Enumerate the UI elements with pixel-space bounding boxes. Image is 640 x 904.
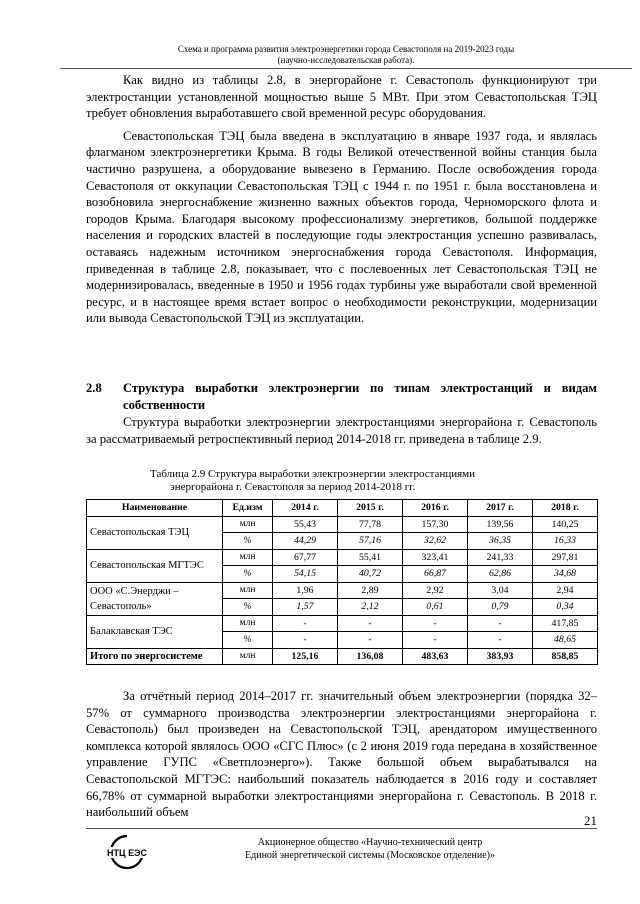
unit-cell: млн — [223, 582, 273, 599]
unit-cell: млн — [223, 549, 273, 566]
value-cell: 55,43 — [273, 516, 338, 533]
table-caption-line-2: энергорайона г. Севастополя за период 2014-2018 гг. — [170, 481, 416, 493]
page-number: 21 — [584, 813, 597, 828]
company-logo — [100, 833, 154, 873]
percent-cell: - — [338, 632, 403, 649]
unit-cell: млн — [223, 516, 273, 533]
paragraph-1: Как видно из таблицы 2.8, в энергорайоне г. Севастополь функционируют три электростанции установленной мощностью выше 5 МВт. При этом Севастопольская ТЭЦ требует обновления выработавшего свой временной ресурс оборудования. — [86, 73, 597, 121]
unit-cell: млн — [223, 648, 273, 665]
header-cell: 2017 г. — [468, 500, 533, 517]
header-line-1: Схема и программа развития электроэнергетики города Севастополя на 2019-2023 годы — [177, 44, 515, 54]
header-cell: Ед.изм — [223, 500, 273, 517]
logo-icon — [100, 833, 154, 873]
section-title: Структура выработки электроэнергии по типам электростанций и видам собственности — [123, 381, 597, 412]
percent-cell: 0,61 — [403, 599, 468, 616]
total-value-cell: 125,16 — [273, 648, 338, 665]
header-cell: 2014 г. — [273, 500, 338, 517]
value-cell: 241,33 — [468, 549, 533, 566]
total-value-cell: 483,63 — [403, 648, 468, 665]
percent-cell: 36,35 — [468, 533, 533, 550]
value-cell: - — [468, 615, 533, 632]
percent-cell: 2,12 — [338, 599, 403, 616]
value-cell: 55,41 — [338, 549, 403, 566]
unit-cell: % — [223, 632, 273, 649]
after-table-block — [86, 688, 597, 821]
section-number: 2.8 — [86, 381, 102, 395]
station-name: ООО «С.Энерджи – Севастополь» — [87, 582, 223, 615]
percent-cell: 16,33 — [533, 533, 598, 550]
table-row — [87, 549, 598, 566]
value-cell: 297,81 — [533, 549, 598, 566]
footer-line-2: Единой энергетической системы (Московское отделение)» — [245, 850, 495, 861]
station-name: Балаклавская ТЭС — [87, 615, 223, 648]
percent-cell: 0,34 — [533, 599, 598, 616]
value-cell: 67,77 — [273, 549, 338, 566]
total-value-cell: 858,85 — [533, 648, 598, 665]
intro-paragraph: Структура выработки электроэнергии электростанциями энергорайона г. Севастополь за рассматриваемый ретроспективный период 2014-2018 гг. приведена в таблице 2.9. — [86, 415, 597, 446]
header-rule — [60, 68, 632, 69]
percent-cell: - — [403, 632, 468, 649]
table-row — [87, 615, 598, 632]
value-cell: 139,56 — [468, 516, 533, 533]
percent-cell: - — [273, 632, 338, 649]
unit-cell: % — [223, 599, 273, 616]
value-cell: 2,94 — [533, 582, 598, 599]
unit-cell: % — [223, 566, 273, 583]
total-value-cell: 136,08 — [338, 648, 403, 665]
running-header — [60, 44, 632, 66]
percent-cell: - — [468, 632, 533, 649]
percent-cell: 62,86 — [468, 566, 533, 583]
percent-cell: 1,57 — [273, 599, 338, 616]
percent-cell: 40,72 — [338, 566, 403, 583]
unit-cell: % — [223, 533, 273, 550]
value-cell: 2,92 — [403, 582, 468, 599]
value-cell: 2,89 — [338, 582, 403, 599]
percent-cell: 32,62 — [403, 533, 468, 550]
paragraph-after-table: За отчётный период 2014–2017 гг. значительный объем электроэнергии (порядка 32–57% от суммарного производства электроэнергии электростанциями энергорайона г. Севастополь) был произведен на Севастопольской ТЭЦ, арендатором имущественного комплекса которой являлось ООО «СГС Плюс» (с 2 июня 2019 года передана в хозяйственное управление ГУПС «Светплоэнерго»). Также большой объем вырабатывался на Севастопольской МГТЭС: наибольший показатель наблюдается в 2016 году и составляет 66,78% от суммарной выработки электростанциями энергорайона г. Севастополь. В 2018 г. наибольший объем — [86, 689, 597, 820]
percent-cell: 0,79 — [468, 599, 533, 616]
footer — [160, 836, 580, 862]
percent-cell: 44,29 — [273, 533, 338, 550]
table-caption — [150, 468, 597, 494]
header-cell: 2016 г. — [403, 500, 468, 517]
percent-cell: 54,15 — [273, 566, 338, 583]
section-heading — [86, 380, 597, 413]
header-cell: Наименование — [87, 500, 223, 517]
value-cell: - — [273, 615, 338, 632]
value-cell: 417,85 — [533, 615, 598, 632]
value-cell: 140,25 — [533, 516, 598, 533]
value-cell: 157,30 — [403, 516, 468, 533]
station-name: Севастопольская ТЭЦ — [87, 516, 223, 549]
table-header-row — [87, 500, 598, 517]
value-cell: - — [338, 615, 403, 632]
value-cell: 1,96 — [273, 582, 338, 599]
total-label: Итого по энергосистеме — [87, 648, 223, 665]
unit-cell: млн — [223, 615, 273, 632]
table-caption-line-1: Таблица 2.9 Структура выработки электроэнергии электростанциями — [150, 468, 476, 480]
total-value-cell: 383,93 — [468, 648, 533, 665]
body-text — [86, 72, 597, 327]
paragraph-2: Севастопольская ТЭЦ была введена в эксплуатацию в январе 1937 года, и являлась флагманом электроэнергетики Крыма. В годы Великой отечественной войны станция была частично разрушена, а оборудование вывезено в Германию. После освобождения города Севастополя от оккупации Севастопольская ТЭЦ с 1944 г. по 1951 г. была восстановлена и возобновила энергоснабжение жизненно важных объектов города, Черноморского флота и городов Крыма. Благодаря высокому профессионализму энергетиков, большой поддержке населения и городских властей в последующие годы электростанция успешно развивалась, оставаясь надежным источником энергоснабжения города Севастополя. Информация, приведенная в таблице 2.8, показывает, что с послевоенных лет Севастопольская ТЭЦ не модернизировалась, введенные в 1950 и 1956 годах турбины уже выработали свой временной ресурс, и в настоящее время встает вопрос о необходимости реконструкции, модернизации или вывода Севастопольской ТЭЦ из эксплуатации. — [86, 128, 597, 326]
percent-cell: 34,68 — [533, 566, 598, 583]
percent-cell: 66,87 — [403, 566, 468, 583]
header-cell: 2015 г. — [338, 500, 403, 517]
percent-cell: 57,16 — [338, 533, 403, 550]
intro-block — [86, 414, 597, 447]
value-cell: - — [403, 615, 468, 632]
table-total-row — [87, 648, 598, 665]
header-cell: 2018 г. — [533, 500, 598, 517]
generation-table — [86, 499, 598, 665]
table-row — [87, 582, 598, 599]
logo-text: НТЦ ЕЭС — [107, 848, 147, 858]
table-row — [87, 516, 598, 533]
station-name: Севастопольская МГТЭС — [87, 549, 223, 582]
footer-rule — [86, 828, 597, 829]
value-cell: 3,04 — [468, 582, 533, 599]
header-line-2: (научно-исследовательская работа). — [277, 55, 415, 65]
percent-cell: 48,65 — [533, 632, 598, 649]
footer-line-1: Акционерное общество «Научно-технический центр — [257, 837, 483, 848]
value-cell: 77,78 — [338, 516, 403, 533]
value-cell: 323,41 — [403, 549, 468, 566]
